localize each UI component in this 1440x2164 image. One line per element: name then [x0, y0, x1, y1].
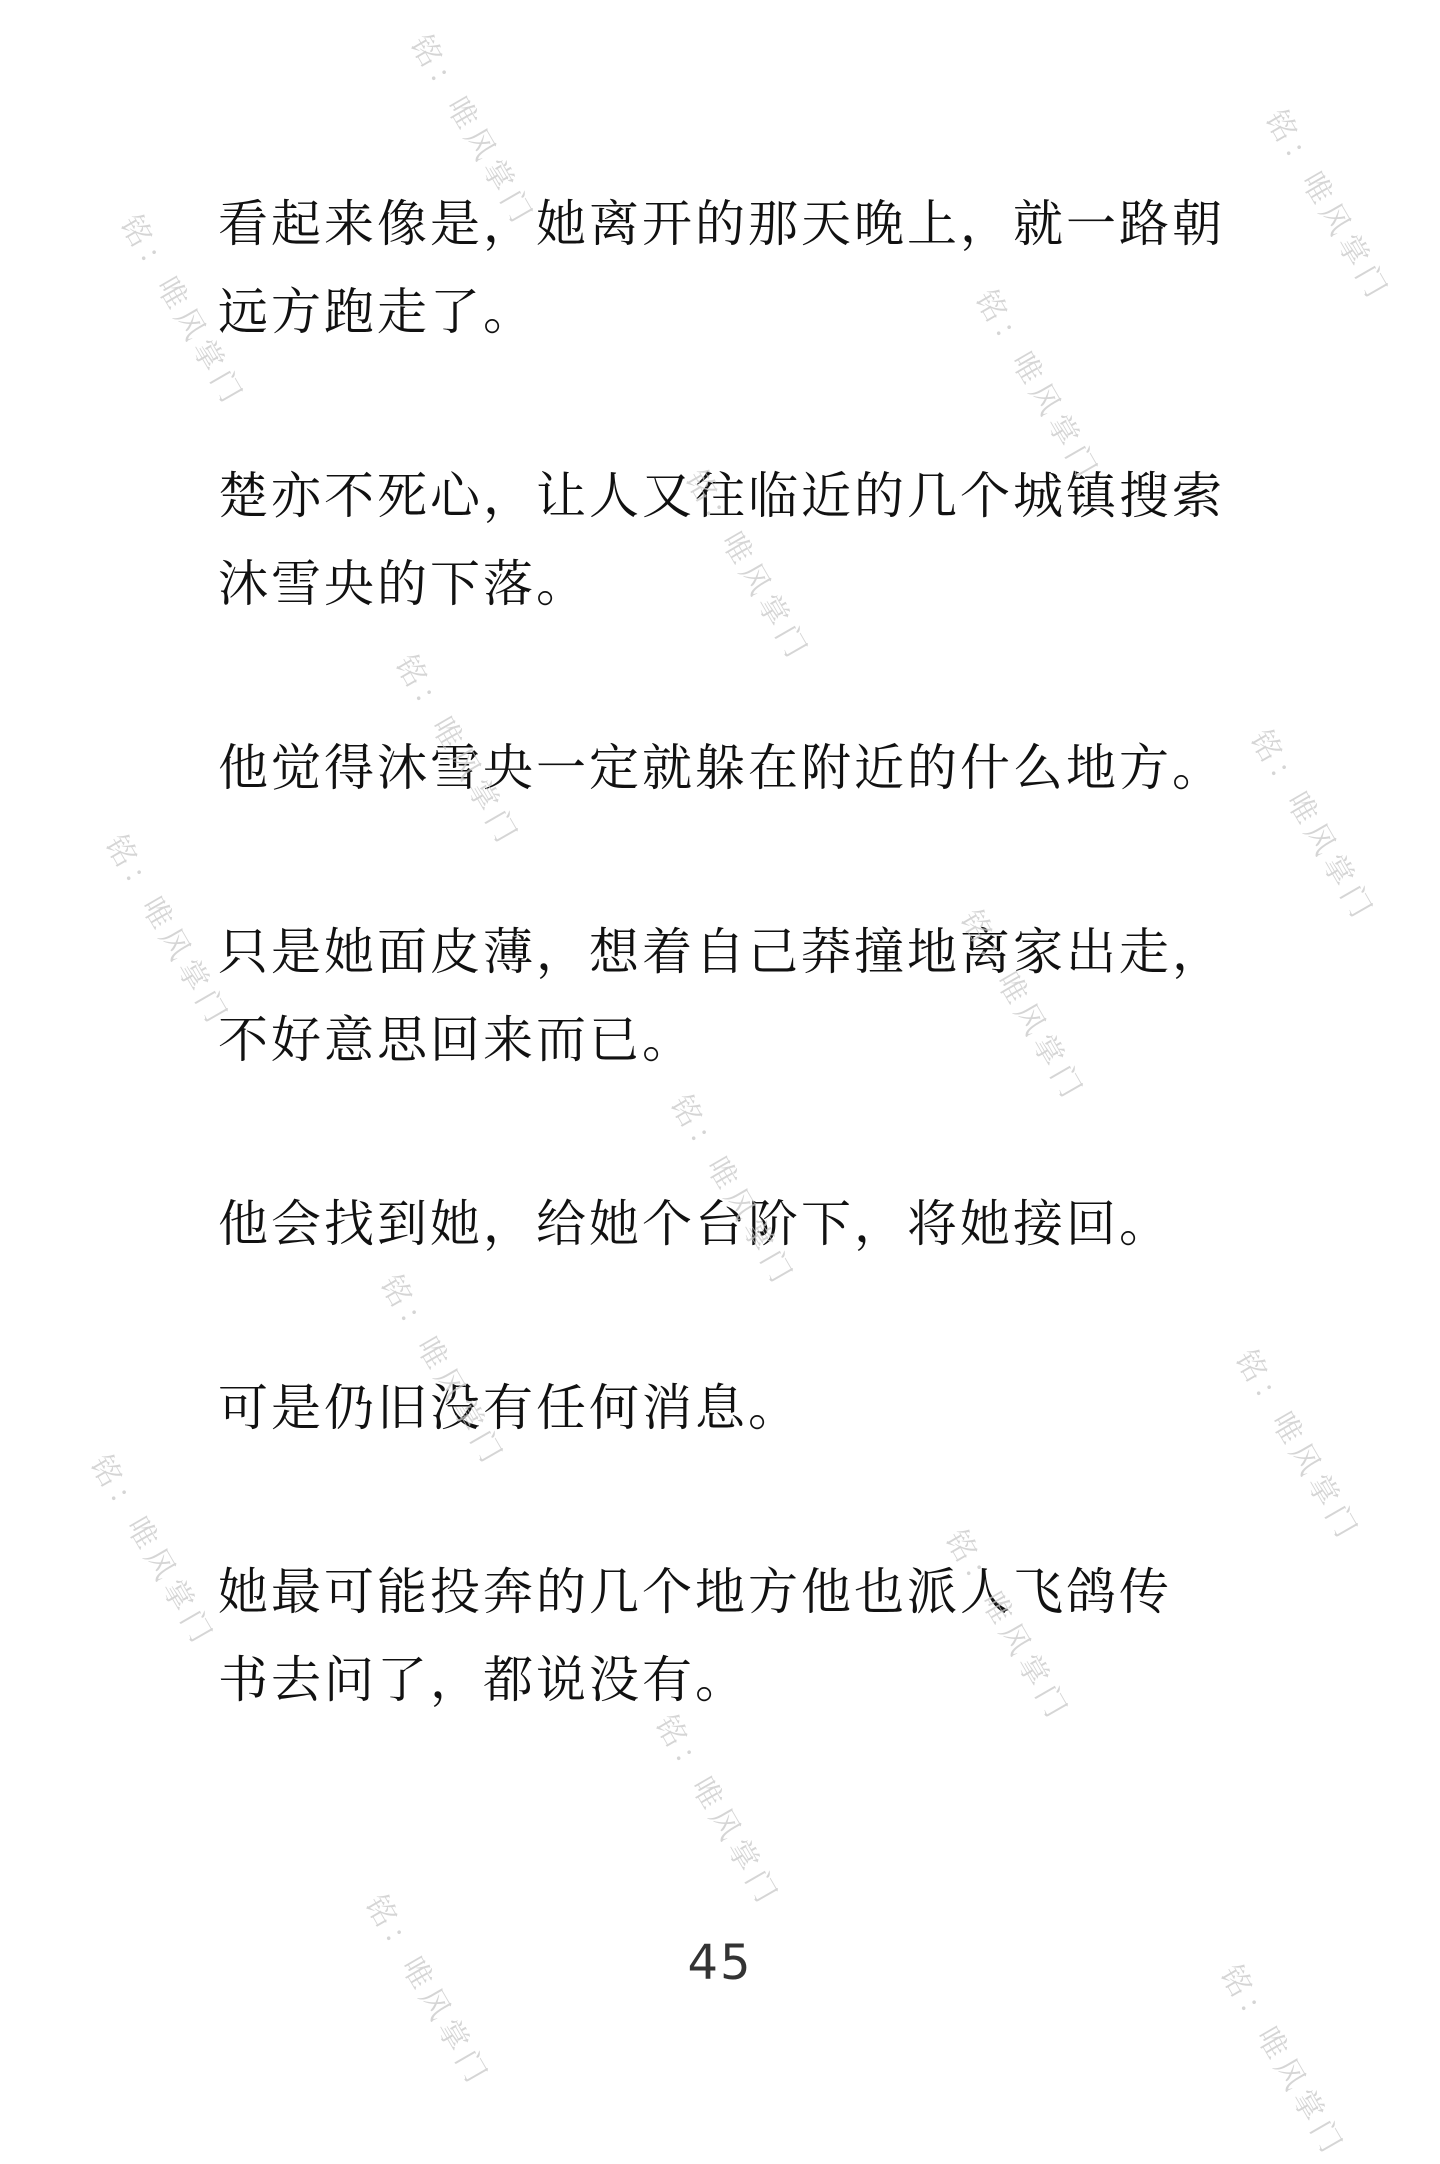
watermark: 铭：唯风掌门: [647, 1709, 787, 1914]
watermark: 铭：唯风掌门: [112, 209, 252, 414]
watermark: 铭：唯风掌门: [1212, 1959, 1352, 2164]
watermark: 铭：唯风掌门: [97, 829, 237, 1034]
watermark: 铭：唯风掌门: [952, 904, 1092, 1109]
watermark: 铭：唯风掌门: [82, 1449, 222, 1654]
watermark: 铭：唯风掌门: [937, 1524, 1077, 1729]
watermark: 铭：唯风掌门: [357, 1889, 497, 2094]
watermark: 铭：唯风掌门: [677, 464, 817, 669]
body-text: [218, 180, 1228, 1820]
watermark: 铭：唯风掌门: [967, 284, 1107, 489]
watermark: 铭：唯风掌门: [1227, 1344, 1367, 1549]
paragraph: 看起来像是，她离开的那天晚上，就一路朝 远方跑走了。: [218, 195, 1225, 341]
watermark: 铭：唯风掌门: [387, 649, 527, 854]
paragraph: 可是仍旧没有任何消息。: [218, 1379, 801, 1437]
paragraph: 他觉得沐雪央一定就躲在附近的什么地方。: [218, 739, 1225, 797]
watermark: 铭：唯风掌门: [372, 1269, 512, 1474]
paragraph: 楚亦不死心，让人又往临近的几个城镇搜索 沐雪央的下落。: [218, 467, 1225, 613]
page-number: 45: [687, 1935, 753, 1991]
watermark: 铭：唯风掌门: [1257, 104, 1397, 309]
paragraph: 她最可能投奔的几个地方他也派人飞鸽传 书去问了，都说没有。: [218, 1563, 1172, 1709]
paragraph: 只是她面皮薄，想着自己莽撞地离家出走， 不好意思回来而已。: [218, 923, 1225, 1069]
watermark: 铭：唯风掌门: [402, 29, 542, 234]
watermark: 铭：唯风掌门: [1242, 724, 1382, 929]
watermark: 铭：唯风掌门: [662, 1089, 802, 1294]
paragraph: 他会找到她，给她个台阶下，将她接回。: [218, 1195, 1172, 1253]
